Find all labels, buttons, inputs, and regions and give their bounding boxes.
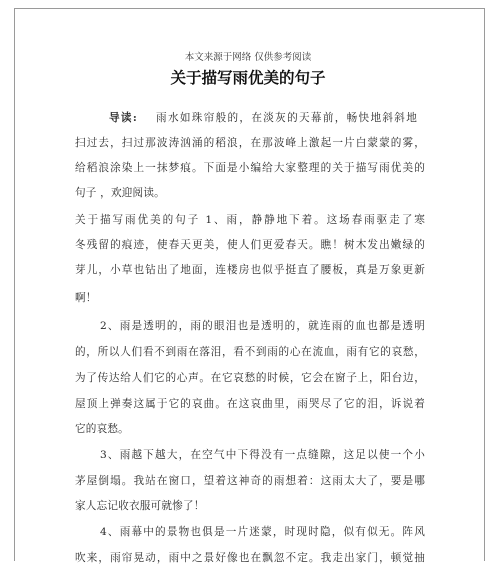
paragraph-line: 句子 ，欢迎阅读。 bbox=[75, 187, 165, 199]
paragraph-line: 扫过去，扫过那波涛汹涌的稻浪，在那波峰上激起一片白蒙蒙的雾， bbox=[75, 137, 425, 149]
paragraph-line: 屋顶上弹奏这属于它的哀曲。在这哀曲里，雨哭尽了它的泪，诉说着 bbox=[75, 398, 425, 410]
paragraph-line: 关于描写雨优美的句子 1、雨，静静地下着。这场春雨驱走了寒 bbox=[75, 214, 425, 226]
paragraph-line: 吹来，雨帘晃动，雨中之景好像也在飘忽不定。我走出家门，顿觉抽 bbox=[75, 552, 425, 564]
paragraph-line: 茅屋倒塌。我站在窗口，望着这神奇的雨想着：这雨太大了，要是哪 bbox=[75, 475, 425, 487]
paragraph-text: 雨水如珠帘般的，在淡灰的天幕前，畅快地斜斜地 bbox=[154, 112, 417, 124]
paragraph-line: 为了传达给人们它的心声。在它哀愁的时候，它会在窗子上，阳台边， bbox=[75, 372, 425, 384]
paragraph-line: 冬残留的痕迹，使春天更美，使人们更爱春天。瞧！树木发出嫩绿的 bbox=[75, 239, 425, 251]
paragraph-line: 2、雨是透明的，雨的眼泪也是透明的，就连雨的血也都是透明 bbox=[100, 320, 425, 332]
lead-line bbox=[109, 110, 417, 125]
page-border-top bbox=[14, 8, 485, 9]
paragraph-line: 的，所以人们看不到雨在落泪，看不到雨的心在流血，雨有它的哀愁， bbox=[75, 346, 425, 358]
paragraph-line: 芽儿，小草也钻出了地面，连楼房也似乎挺直了腰板，真是万象更新 bbox=[75, 264, 425, 276]
paragraph-line: 家人忘记收衣服可就惨了！ bbox=[75, 500, 205, 512]
page-border-right bbox=[484, 8, 485, 561]
page-border-left bbox=[14, 8, 15, 561]
source-note: 本文来源于网络 仅供参考阅读 bbox=[184, 52, 312, 63]
document-title: 关于描写雨优美的句子 bbox=[170, 69, 326, 87]
paragraph-line: 啊！ bbox=[75, 292, 97, 304]
paragraph-line: 4、雨幕中的景物也俱是一片迷蒙，时现时隐，似有似无。阵风 bbox=[100, 526, 425, 538]
lead-label: 导读: bbox=[109, 112, 137, 124]
paragraph-line: 它的哀愁。 bbox=[75, 423, 129, 435]
paragraph-line: 3、雨越下越大，在空气中下得没有一点缝隙，这足以使一个小 bbox=[100, 449, 425, 461]
paragraph-line: 给稻浪涂染上一抹梦痕。下面是小编给大家整理的关于描写雨优美的 bbox=[75, 162, 425, 174]
